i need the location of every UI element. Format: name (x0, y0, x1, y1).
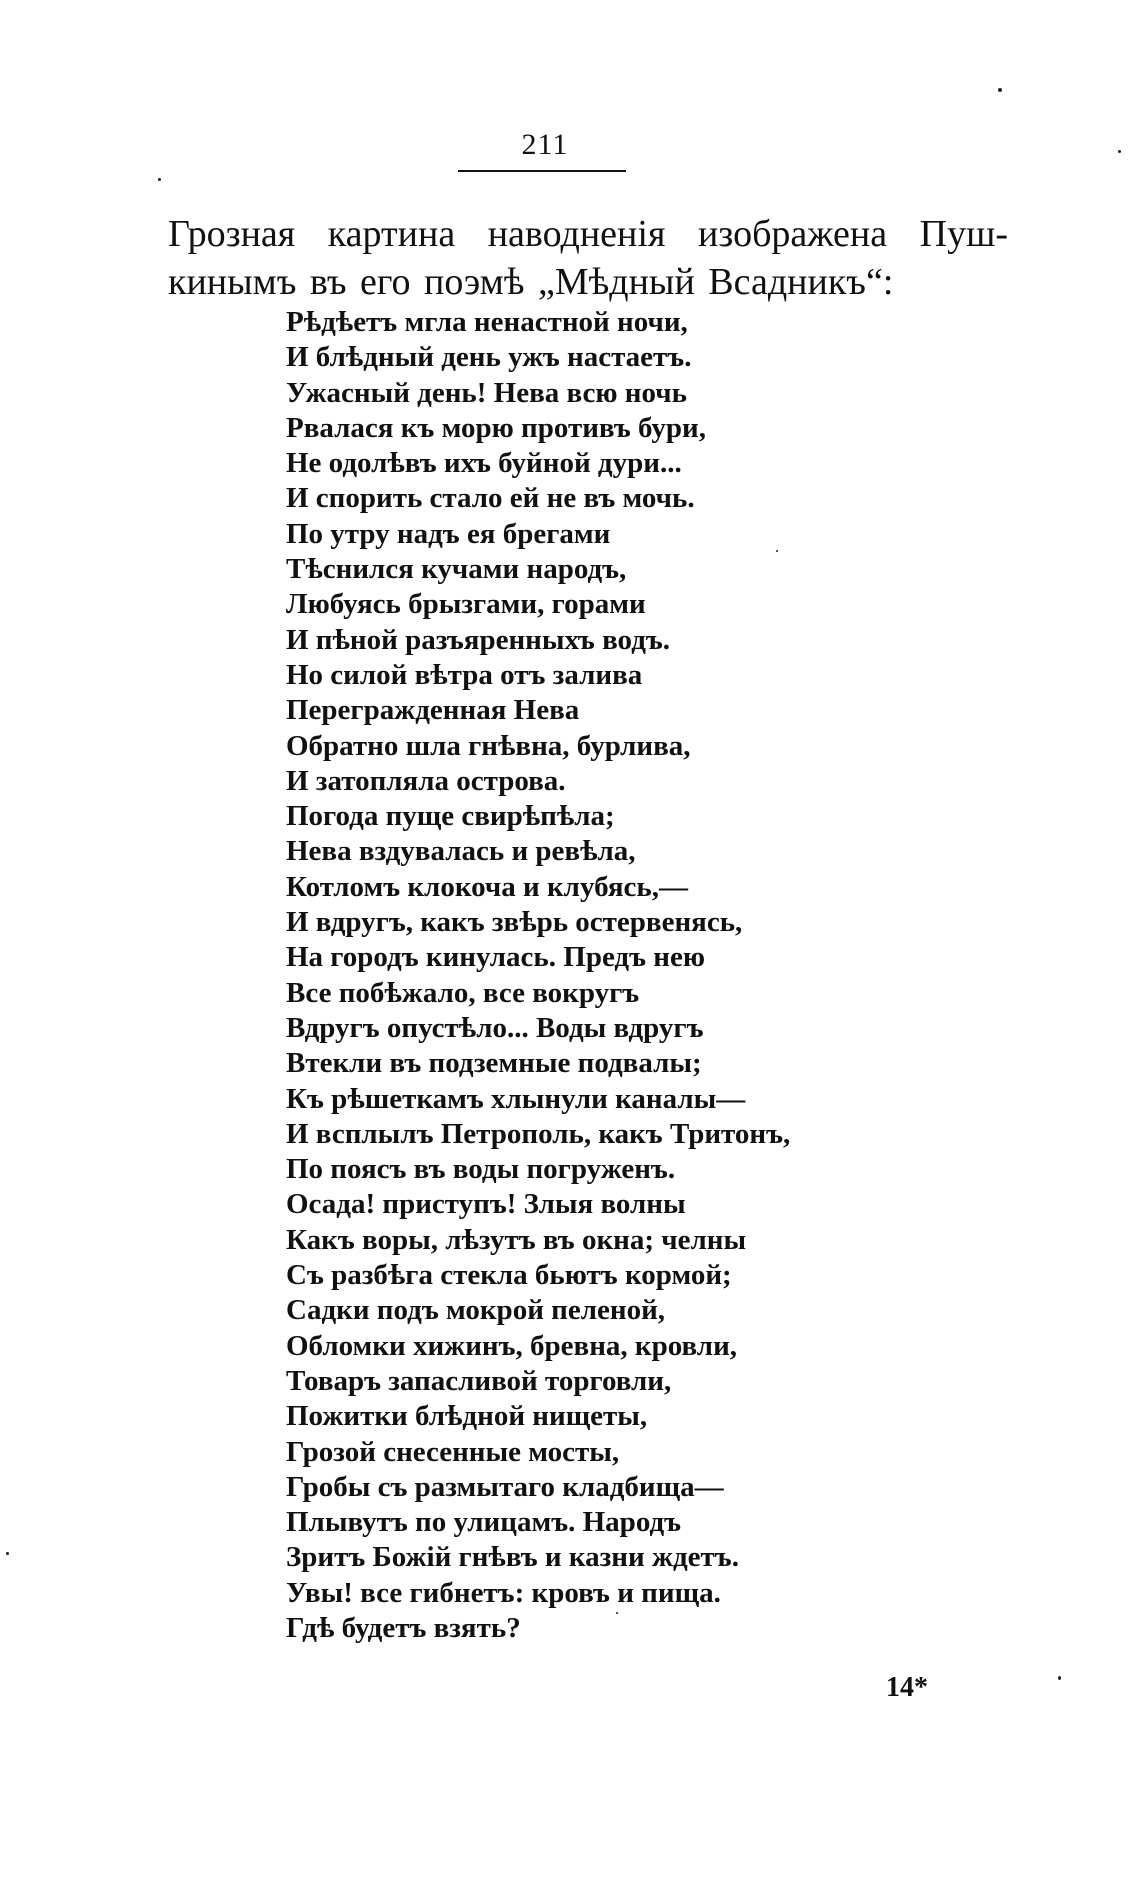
poem-line: Втекли въ подземные подвалы; (286, 1047, 702, 1080)
poem-line: Обратно шла гнѣвна, бурлива, (286, 729, 691, 762)
poem-line: И затопляла острова. (286, 764, 566, 797)
poem-line: Вдругъ опустѣло... Воды вдругъ (286, 1011, 704, 1044)
poem-line: И вдругъ, какъ звѣрь остервенясь, (286, 906, 743, 939)
scan-speck (6, 1552, 9, 1555)
poem-line: Садки подъ мокрой пеленой, (286, 1294, 666, 1327)
scan-speck (616, 1612, 618, 1614)
poem-line: Все побѣжало, все вокругъ (286, 976, 640, 1009)
poem-line: И спорить стало ей не въ мочь. (286, 482, 695, 515)
poem-line: Пожитки блѣдной нищеты, (286, 1400, 648, 1433)
poem-line: Рѣдѣетъ мгла ненастной ночи, (286, 306, 688, 338)
poem-line: Къ рѣшеткамъ хлынули каналы— (286, 1082, 746, 1115)
poem-line: Обломки хижинъ, бревна, кровли, (286, 1329, 738, 1362)
poem-line: Зритъ Божій гнѣвъ и казни ждетъ. (286, 1541, 739, 1574)
poem-line: Гдѣ будетъ взять? (286, 1611, 521, 1644)
scan-speck (158, 178, 161, 181)
poem-line: Тѣснился кучами народъ, (286, 553, 627, 586)
page-number-rule (458, 170, 626, 172)
poem-line: Осада! приступъ! Злыя волны (286, 1188, 686, 1221)
scan-speck (998, 88, 1002, 92)
poem-line: На городъ кинулась. Предъ нею (286, 941, 705, 974)
poem-line: Рвалася къ морю противъ бури, (286, 411, 706, 444)
poem-line: Товаръ запасливой торговли, (286, 1364, 672, 1397)
intro-paragraph (168, 210, 1008, 306)
signature-mark: 14* (886, 1672, 928, 1703)
poem-line: Котломъ клокоча и клубясь,— (286, 870, 688, 903)
poem-quotation (286, 305, 886, 1646)
poem-line: Любуясь брызгами, горами (286, 588, 646, 621)
poem-line: И блѣдный день ужъ настаетъ. (286, 341, 692, 374)
poem-line: По поясъ въ воды погруженъ. (286, 1153, 676, 1186)
poem-line: Какъ воры, лѣзутъ въ окна; челны (286, 1223, 747, 1256)
poem-line: Плывутъ по улицамъ. Народъ (286, 1506, 682, 1539)
intro-line: кинымъ въ его поэмѣ „Мѣдный Всадникъ“: (168, 261, 894, 303)
poem-line: Погода пуще свирѣпѣла; (286, 800, 615, 833)
poem-line: И пѣной разъяренныхъ водъ. (286, 623, 671, 656)
intro-line: Грозная картина наводненія изображена Пуш- (168, 213, 1008, 255)
poem-line: Гробы съ размытаго кладбища— (286, 1470, 724, 1503)
poem-line: Грозой снесенные мосты, (286, 1435, 620, 1468)
poem-line: Но силой вѣтра отъ залива (286, 658, 643, 691)
page-number: 211 (521, 128, 569, 161)
poem-line: Ужасный день! Нева всю ночь (286, 376, 687, 409)
poem-line: По утру надъ ея брегами (286, 517, 611, 550)
poem-line: Перегражденная Нева (286, 694, 580, 727)
poem-line: Съ разбѣга стекла бьютъ кормой; (286, 1259, 732, 1292)
scan-speck (1058, 1676, 1061, 1680)
poem-line: Увы! все гибнетъ: кровъ и пища. (286, 1576, 721, 1609)
poem-line: Не одолѣвъ ихъ буйной дури... (286, 447, 682, 480)
scan-speck (776, 550, 778, 552)
poem-line: И всплылъ Петрополь, какъ Тритонъ, (286, 1117, 791, 1150)
poem-line: Нева вздувалась и ревѣла, (286, 835, 636, 868)
scan-speck (1118, 150, 1121, 153)
